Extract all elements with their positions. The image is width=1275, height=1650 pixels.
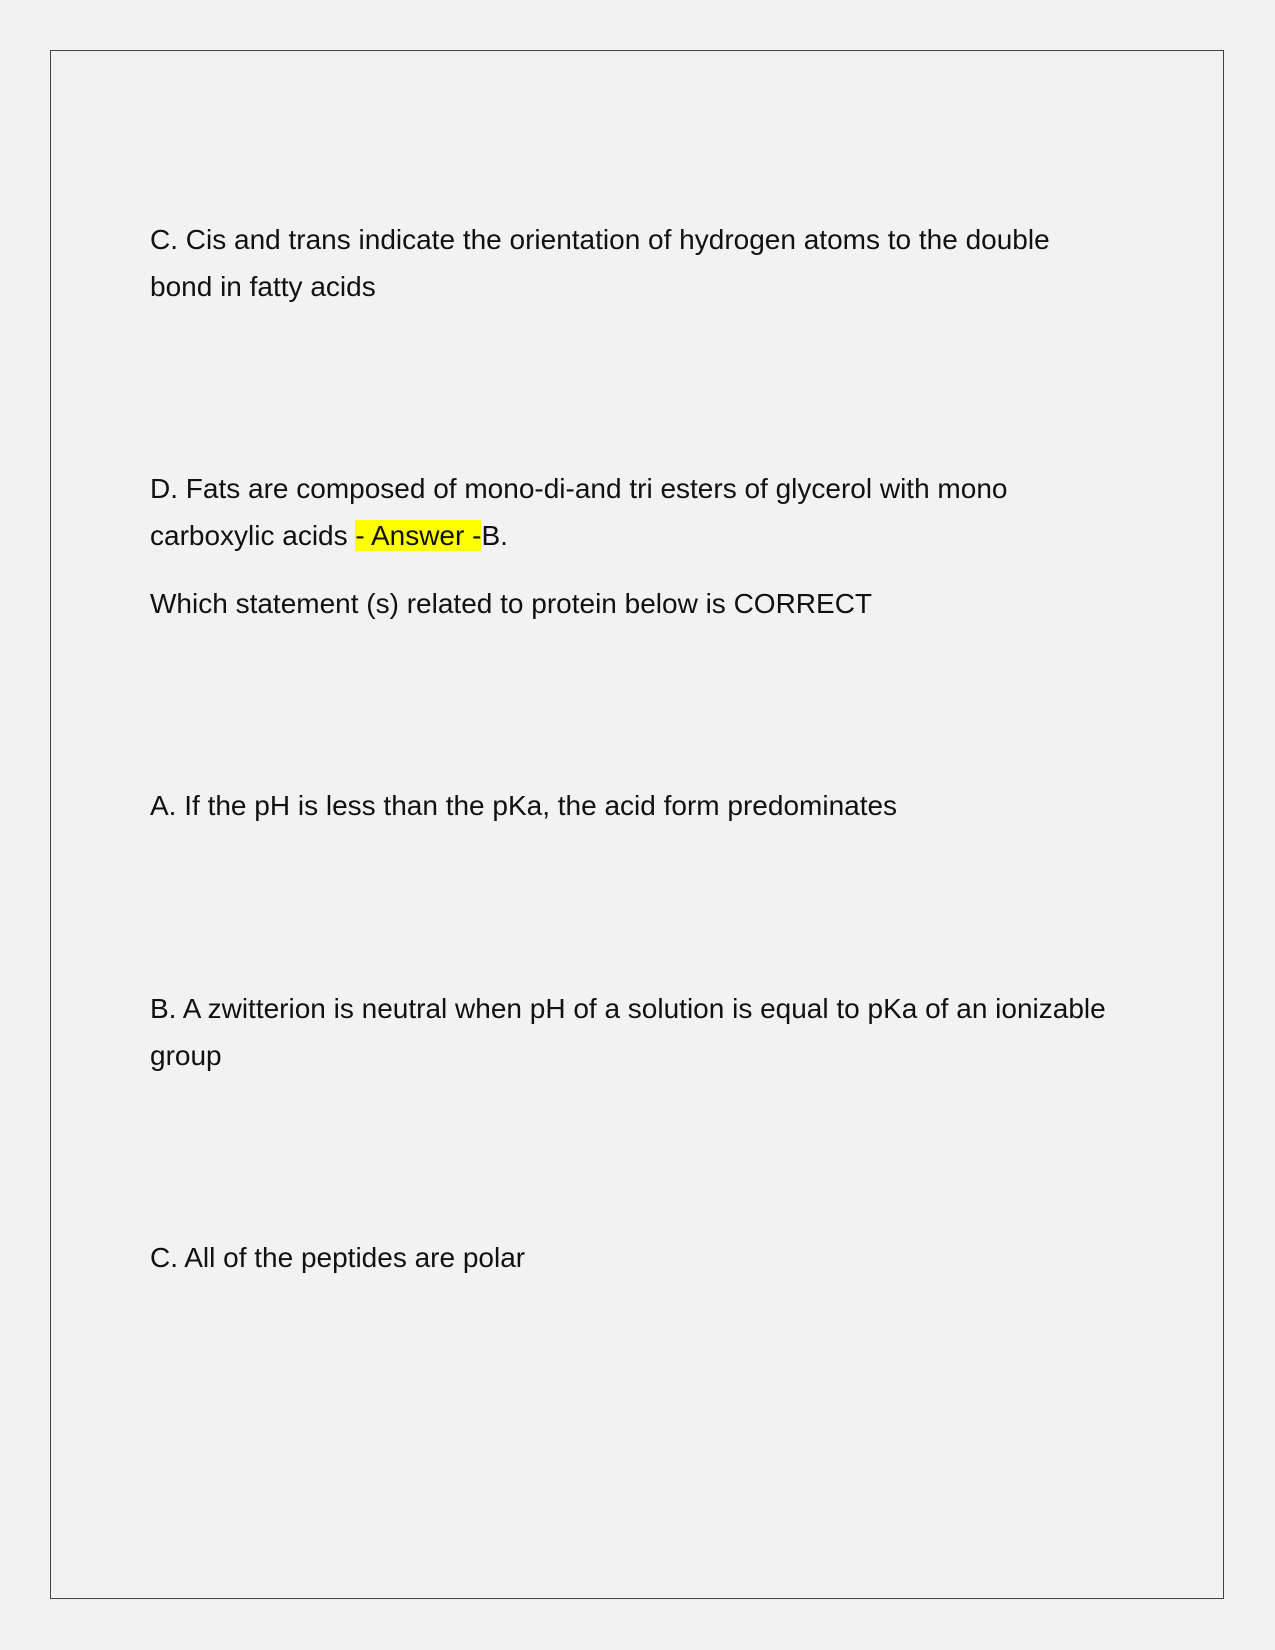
option-d-lipid-paragraph [150,465,1110,559]
option-c-lipid-text: C. Cis and trans indicate the orientation of hydrogen atoms to the double bond in fatty acids [150,224,1050,302]
question-text: Which statement (s) related to protein below is CORRECT [150,588,873,619]
option-b-text: B. A zwitterion is neutral when pH of a solution is equal to pKa of an ionizable group [150,993,1106,1071]
option-d-lipid-text: D. Fats are composed of mono-di-and tri esters of glycerol with mono carboxylic acids [150,473,1008,551]
answer-value: B. [481,520,508,551]
option-c-text: C. All of the peptides are polar [150,1242,526,1273]
answer-marker-highlight: - Answer - [355,520,482,551]
option-a-text: A. If the pH is less than the pKa, the acid form predominates [150,790,898,821]
